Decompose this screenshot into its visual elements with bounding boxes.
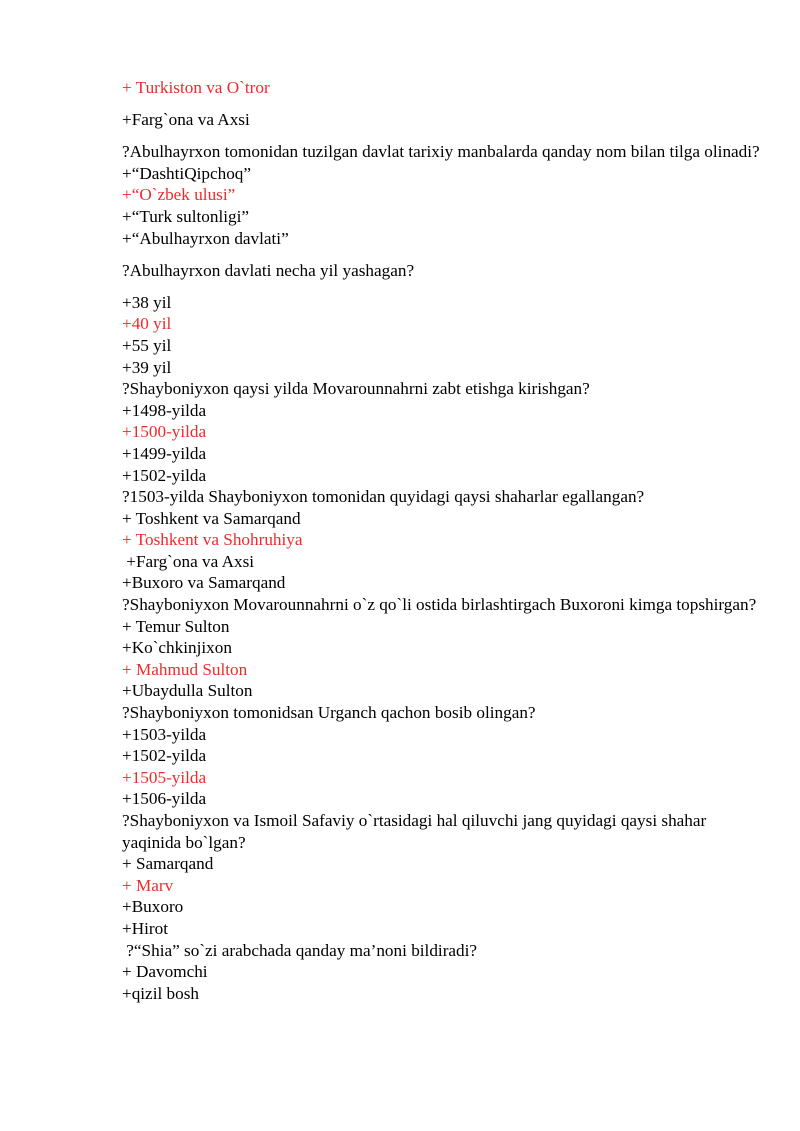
answer-line: +1502-yilda — [122, 746, 207, 766]
answer-line: +Ko`chkinjixon — [122, 638, 232, 658]
quiz-text-body — [122, 77, 767, 1004]
question-line: ?“Shia” so`zi arabchada qanday ma’noni bildiradi? — [122, 940, 478, 960]
answer-line: + Davomchi — [122, 962, 208, 982]
answer-line: + Samarqand — [122, 854, 214, 874]
answer-line: +“DashtiQipchoq” — [122, 163, 252, 183]
answer-line: +1506-yilda — [122, 789, 207, 809]
answer-line: +Buxoro va Samarqand — [122, 573, 286, 593]
answer-line: +39 yil — [122, 357, 172, 377]
answer-line: +Farg`ona va Axsi — [122, 110, 250, 130]
question-line: ?Shayboniyxon qaysi yilda Movarounnahrni zabt etishga kirishgan? — [122, 379, 590, 399]
answer-line: + Toshkent va Samarqand — [122, 508, 301, 528]
correct-answer-line: + Turkiston va O`tror — [122, 78, 270, 97]
answer-line: +1499-yilda — [122, 443, 207, 463]
answer-line: + Temur Sulton — [122, 616, 230, 636]
correct-answer-line: + Marv — [122, 875, 174, 895]
answer-line: +Hirot — [122, 918, 168, 938]
question-line: ?Abulhayrxon davlati necha yil yashagan? — [122, 260, 415, 280]
question-line: ?Shayboniyxon va Ismoil Safaviy o`rtasidagi hal qiluvchi jang quyidagi qaysi shahar yaqinida bo`lgan? — [122, 811, 711, 852]
question-line: ?1503-yilda Shayboniyxon tomonidan quyidagi qaysi shaharlar egallangan? — [122, 487, 645, 507]
answer-line: +Farg`ona va Axsi — [122, 551, 255, 571]
question-line: ?Abulhayrxon tomonidan tuzilgan davlat tarixiy manbalarda qanday nom bilan tilga olinadi? — [122, 142, 760, 162]
answer-line: +38 yil — [122, 292, 172, 312]
answer-line: +55 yil — [122, 335, 172, 355]
correct-answer-line: +“O`zbek ulusi” — [122, 185, 236, 205]
answer-line: +Buxoro — [122, 897, 184, 917]
correct-answer-line: +1505-yilda — [122, 767, 207, 787]
answer-line: +Ubaydulla Sulton — [122, 681, 253, 701]
answer-line: +“Turk sultonligi” — [122, 206, 249, 226]
correct-answer-line: +1500-yilda — [122, 422, 207, 442]
answer-line: +1498-yilda — [122, 400, 207, 420]
answer-line: +“Abulhayrxon davlati” — [122, 228, 289, 248]
answer-line: +qizil bosh — [122, 983, 200, 1003]
correct-answer-line: + Mahmud Sulton — [122, 659, 248, 679]
answer-line: +1502-yilda — [122, 465, 207, 485]
correct-answer-line: + Toshkent va Shohruhiya — [122, 530, 303, 550]
correct-answer-line: +40 yil — [122, 314, 172, 334]
question-line: ?Shayboniyxon tomonidsan Urganch qachon bosib olingan? — [122, 703, 536, 723]
question-line: ?Shayboniyxon Movarounnahrni o`z qo`li ostida birlashtirgach Buxoroni kimga topshirgan? — [122, 595, 757, 615]
answer-line: +1503-yilda — [122, 724, 207, 744]
